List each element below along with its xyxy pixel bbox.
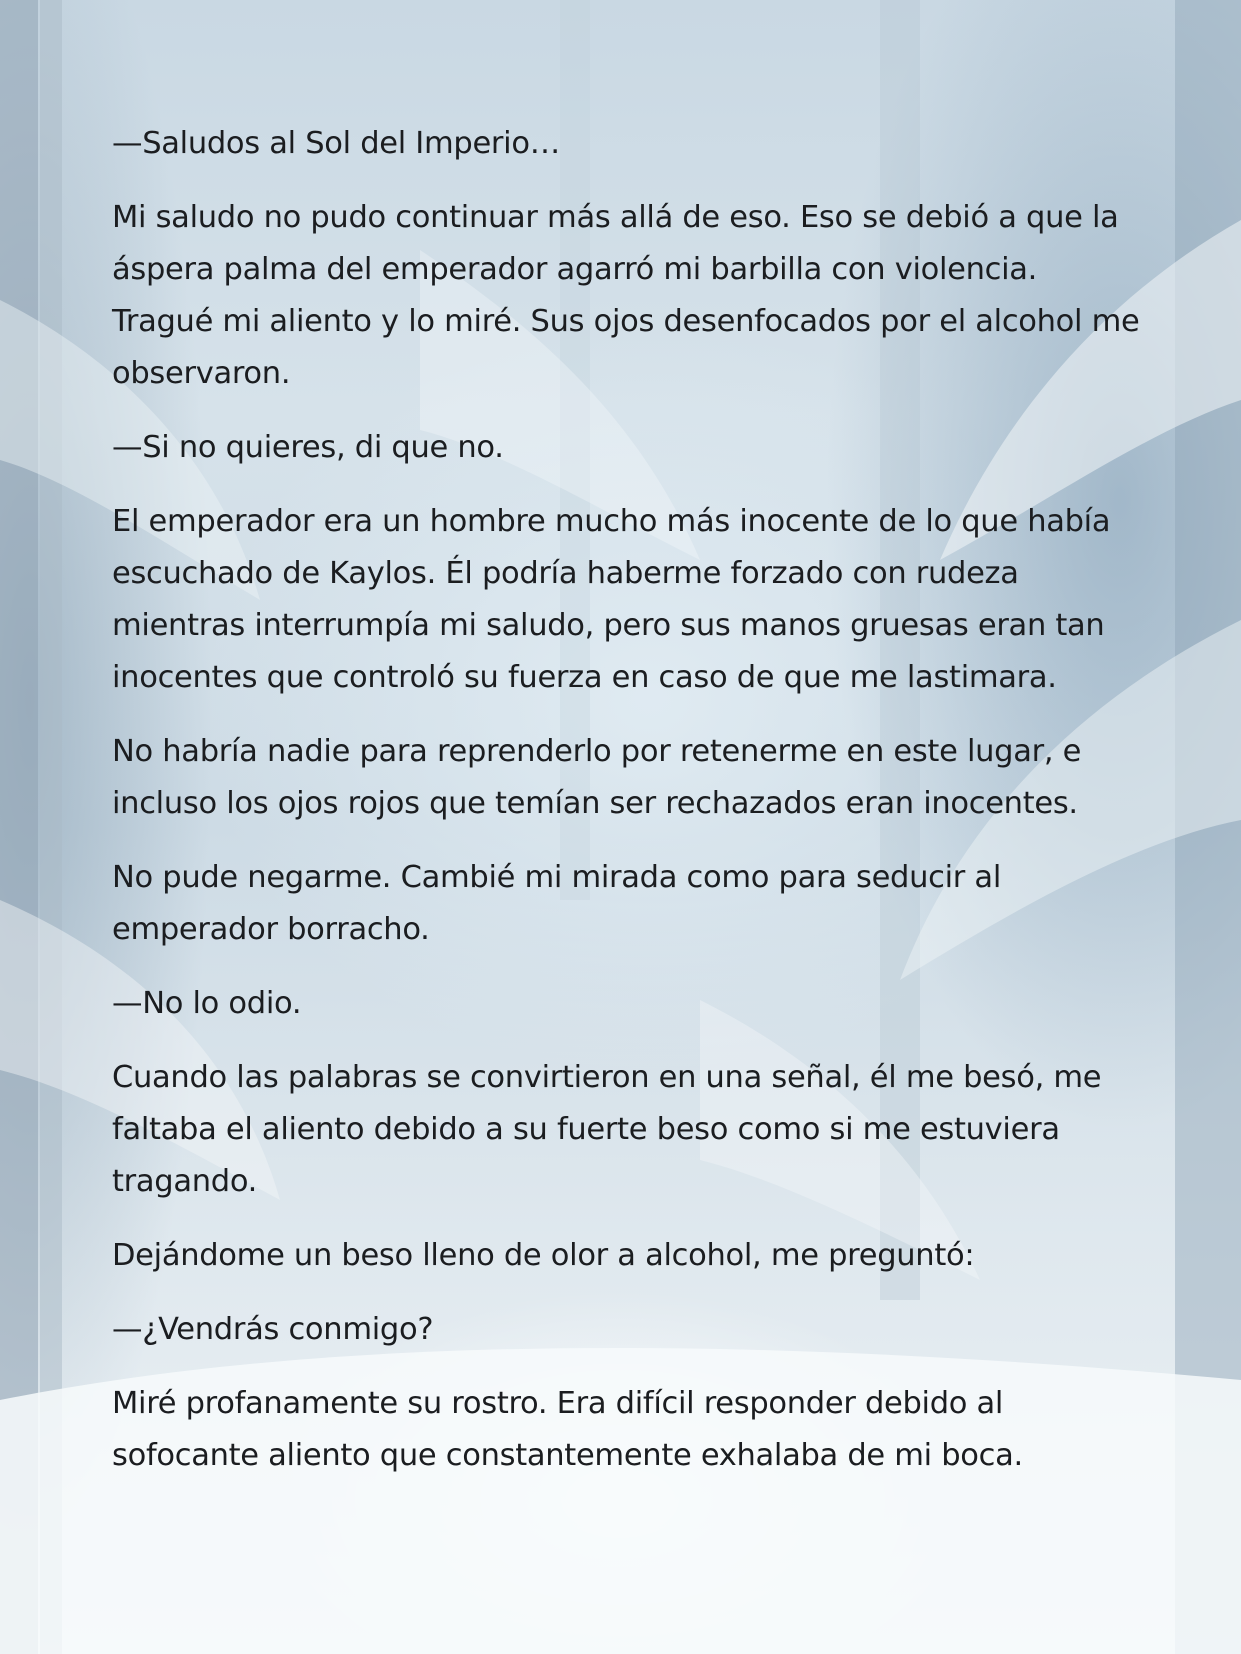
paragraph-2: Mi saludo no pudo continuar más allá de eso. Eso se debió a que la áspera palma del emperador agarró mi barbilla con violencia. Tragué mi aliento y lo miré. Sus ojos desenfocados por el alcohol me observaron. <box>112 200 1140 391</box>
paragraph-1: —Saludos al Sol del Imperio… <box>112 126 560 161</box>
paragraph-10: —¿Vendrás conmigo? <box>112 1312 434 1347</box>
paragraph-9: Dejándome un beso lleno de olor a alcohol, me preguntó: <box>112 1238 975 1273</box>
paragraph-4: El emperador era un hombre mucho más inocente de lo que había escuchado de Kaylos. Él podría haberme forzado con rudeza mientras interrumpía mi saludo, pero sus manos gruesas eran tan inocentes que controló su fuerza en caso de que me lastimara. <box>112 504 1111 695</box>
text-body <box>112 118 1142 1504</box>
paragraph-5: No habría nadie para reprenderlo por retenerme en este lugar, e incluso los ojos rojos que temían ser rechazados eran inocentes. <box>112 734 1082 821</box>
paragraph-3: —Si no quieres, di que no. <box>112 430 504 465</box>
paragraph-11: Miré profanamente su rostro. Era difícil responder debido al sofocante aliento que constantemente exhalaba de mi boca. <box>112 1386 1023 1473</box>
paragraph-7: —No lo odio. <box>112 986 302 1021</box>
paragraph-6: No pude negarme. Cambié mi mirada como para seducir al emperador borracho. <box>112 860 1001 947</box>
paragraph-8: Cuando las palabras se convirtieron en una señal, él me besó, me faltaba el aliento debido a su fuerte beso como si me estuviera tragando. <box>112 1060 1102 1199</box>
